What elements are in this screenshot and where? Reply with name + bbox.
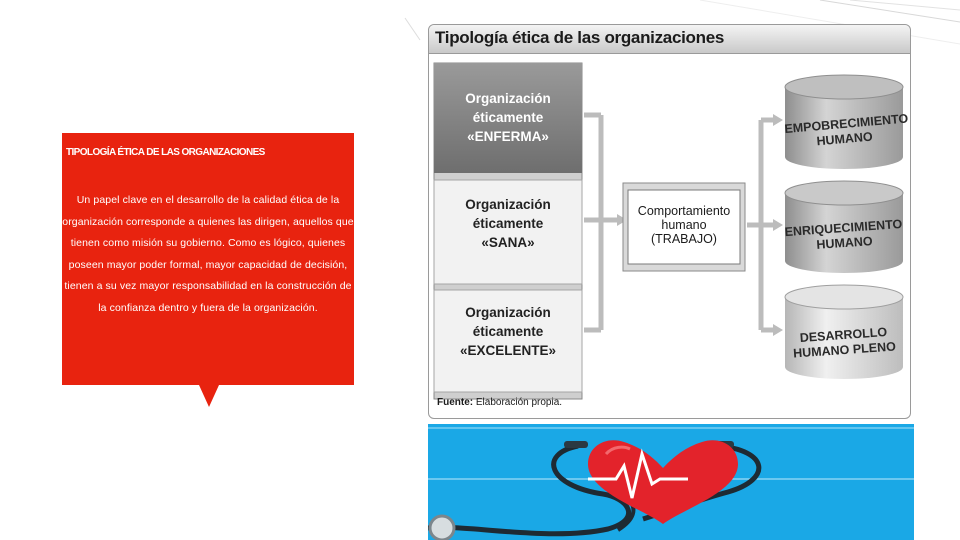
outcome-label-desarrollo: DESARROLLO HUMANO PLENO: [792, 324, 897, 361]
left-connectors: [584, 115, 619, 330]
source-text: Elaboración propia.: [475, 397, 563, 408]
panel-body: Un papel clave en el desarrollo de la calidad ética de la organización corresponde a quienes las dirigen, aquellos que tienen como misión su gobierno. Como es lógico, quienes poseen mayor poder formal, mayor capacidad de decisión, tienen a su vez mayor responsabilidad en la construcción de la confianza dentro y fuera de la organización.: [62, 194, 354, 314]
arrow-to-desarrollo-icon: [773, 324, 783, 336]
figure-source: [437, 397, 562, 408]
heart-stethoscope-icon: [428, 424, 914, 540]
typology-diagram: [428, 24, 911, 419]
source-prefix: Fuente:: [437, 397, 474, 408]
org-label-sana: Organización éticamente «SANA»: [465, 197, 551, 250]
behavior-label: Comportamiento humano (TRABAJO): [637, 204, 731, 246]
arrow-to-empobrecimiento-icon: [773, 114, 783, 126]
panel-title: TIPOLOGÍA ÉTICA DE LAS ORGANIZACIONES: [66, 147, 265, 158]
figure-title: Tipología ética de las organizaciones: [435, 28, 725, 47]
info-panel: [62, 133, 354, 385]
outcome-label-enriquecimiento: ENRIQUECIMIENTO HUMANO: [784, 216, 903, 252]
right-connectors: [747, 120, 775, 330]
org-label-excelente: Organización éticamente «EXCELENTE»: [459, 305, 557, 358]
org-label-enferma: Organización éticamente «ENFERMA»: [465, 91, 551, 144]
outcome-label-empobrecimiento: EMPOBRECIMIENTO HUMANO: [783, 111, 909, 149]
arrow-to-enriquecimiento-icon: [773, 219, 783, 231]
callout-pointer: [199, 385, 219, 407]
